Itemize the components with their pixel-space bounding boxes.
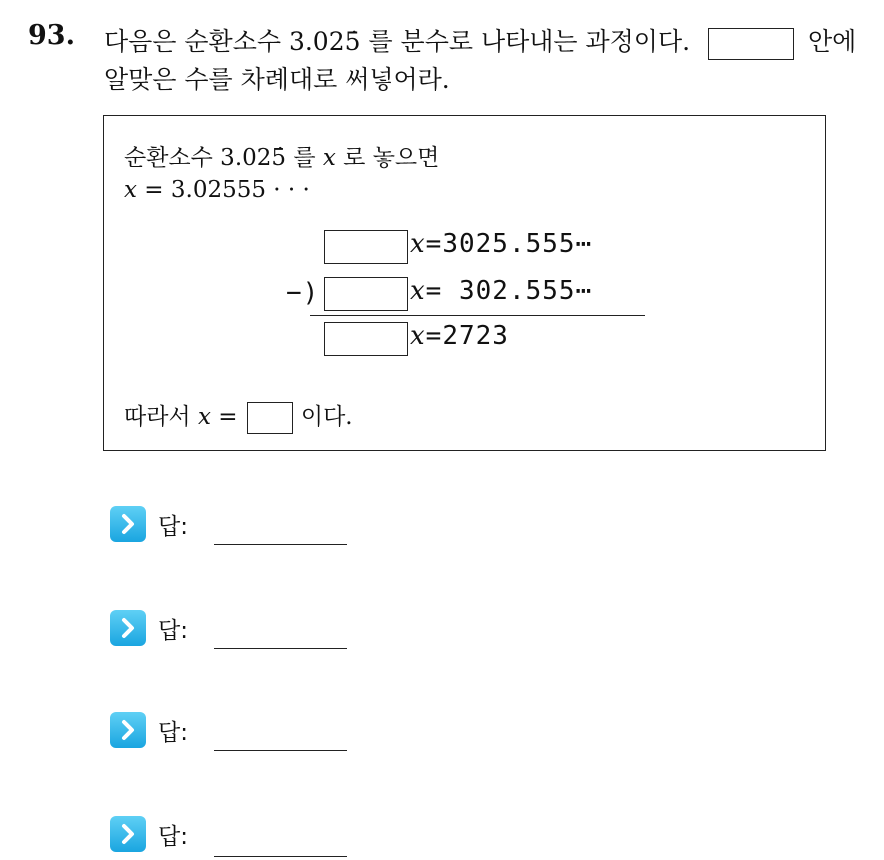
eq1-variable: x [410, 229, 426, 259]
chevron-right-icon [110, 712, 146, 748]
blank-1 [324, 230, 408, 264]
equation-3 [410, 321, 509, 351]
intro-text: 순환소수 3.025̇ 를 [124, 145, 323, 171]
chevron-right-icon [110, 816, 146, 852]
chevron-right-icon [110, 610, 146, 646]
intro-variable: x [322, 145, 336, 171]
question-text-end: 안에 [807, 27, 857, 56]
answer-line [214, 544, 347, 545]
conclusion-equals: = [210, 404, 245, 430]
equation-2 [410, 276, 592, 306]
blank-4 [247, 402, 293, 434]
eq2-variable: x [410, 276, 426, 306]
box-intro-line-1 [124, 139, 439, 172]
answer-label: 답: [158, 618, 188, 644]
answer-label: 답: [158, 720, 188, 746]
conclusion-text: 따라서 [124, 404, 198, 430]
answer-label: 답: [158, 824, 188, 850]
answer-line [214, 750, 347, 751]
box-intro-line-2 [124, 177, 310, 203]
intro2-variable: x [124, 177, 137, 203]
conclusion-text-end: 이다. [300, 404, 353, 430]
minus-mark: −) [286, 278, 320, 308]
eq3-text: =2723 [425, 321, 509, 351]
equation-1 [410, 229, 592, 259]
eq3-variable: x [410, 321, 426, 351]
conclusion-line [124, 398, 353, 434]
question-number: 93. [28, 20, 75, 51]
intro2-text: = 3.02555 · · · [136, 177, 310, 203]
eq2-text: = 302.555⋯ [425, 276, 593, 306]
blank-2 [324, 277, 408, 311]
answer-line [214, 856, 347, 857]
chevron-right-icon [110, 506, 146, 542]
answer-line [214, 648, 347, 649]
answer-label: 답: [158, 514, 188, 540]
blank-3 [324, 322, 408, 356]
conclusion-variable: x [197, 404, 211, 430]
answer-blank-example [708, 28, 794, 60]
subtraction-line [310, 315, 645, 316]
intro-text-end: 로 놓으면 [335, 145, 440, 171]
question-line-2: 알맞은 수를 차례대로 써넣어라. [104, 65, 450, 94]
question-text: 다음은 순환소수 3.025̇ 를 분수로 나타내는 과정이다. [104, 27, 691, 56]
eq1-text: =3025.555⋯ [425, 229, 593, 259]
question-line-1 [104, 22, 856, 60]
